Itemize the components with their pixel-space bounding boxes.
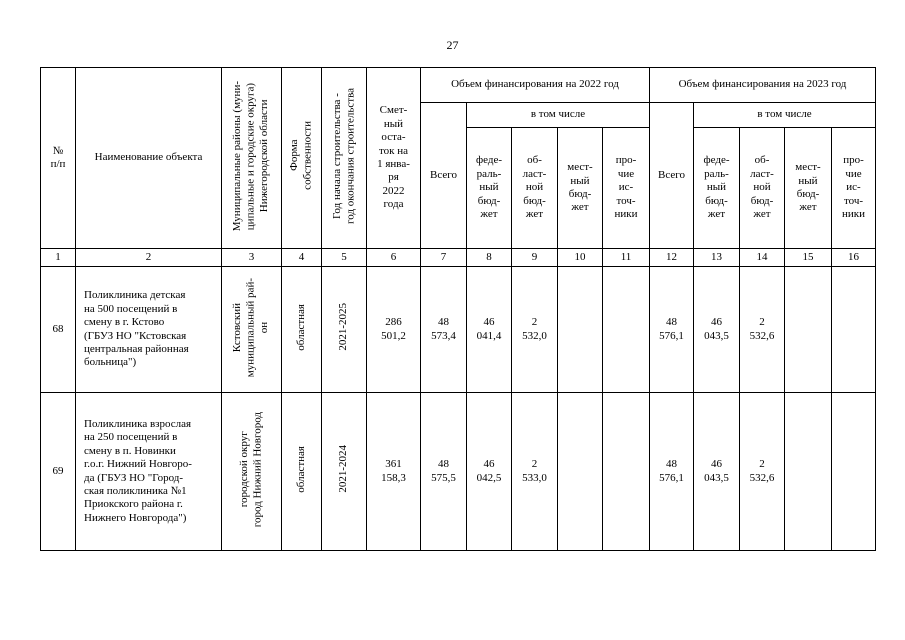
other-2023 [832, 267, 876, 393]
column-number: 4 [282, 249, 322, 267]
local-2022 [558, 393, 603, 551]
total-2023: 48 576,1 [650, 267, 694, 393]
construction-years: 2021-2025 [337, 303, 350, 352]
header-including-2023: в том числе [694, 103, 876, 128]
header-local-2022: мест- ный бюд- жет [558, 128, 603, 249]
local-2022 [558, 267, 603, 393]
header-other-2022: про- чие ис- точ- ники [603, 128, 650, 249]
oblast-2022: 2 532,0 [512, 267, 558, 393]
other-2022 [603, 393, 650, 551]
district-cell [222, 267, 282, 393]
header-financing-2023: Объем финансирования на 2023 год [650, 68, 876, 103]
header-total-2022: Всего [421, 103, 467, 249]
header-district-cell [222, 68, 282, 249]
years-cell [322, 393, 367, 551]
district: городской округ город Нижний Новгород [238, 411, 264, 527]
column-number: 3 [222, 249, 282, 267]
header-row-1 [41, 68, 876, 103]
estimated-remainder: 361 158,3 [367, 393, 421, 551]
total-2023: 48 576,1 [650, 393, 694, 551]
header-remainder: Смет- ный оста- ток на 1 янва- ря 2022 года [367, 68, 421, 249]
header-number: № п/п [41, 68, 76, 249]
column-number: 13 [694, 249, 740, 267]
row-number: 69 [41, 393, 76, 551]
column-number: 12 [650, 249, 694, 267]
federal-2022: 46 042,5 [467, 393, 512, 551]
federal-2023: 46 043,5 [694, 393, 740, 551]
other-2023 [832, 393, 876, 551]
column-number: 11 [603, 249, 650, 267]
ownership: областная [294, 303, 307, 351]
header-oblast-2023: об- ласт- ной бюд- жет [740, 128, 785, 249]
district-cell [222, 393, 282, 551]
header-years-cell [322, 68, 367, 249]
header-oblast-2022: об- ласт- ной бюд- жет [512, 128, 558, 249]
object-name: Поликлиника детская на 500 посещений в смену в г. Кстово (ГБУЗ НО "Кстовская центральная районная больница") [76, 267, 222, 393]
column-number-row [41, 249, 876, 267]
column-number: 7 [421, 249, 467, 267]
column-number: 16 [832, 249, 876, 267]
header-local-2023: мест- ный бюд- жет [785, 128, 832, 249]
row-number: 68 [41, 267, 76, 393]
local-2023 [785, 267, 832, 393]
object-name: Поликлиника взрослая на 250 посещений в смену в п. Новинки г.о.г. Нижний Новгоро- да (ГБУЗ НО "Город- ская поликлиника №1 Приокского района г. Нижнего Новгорода") [76, 393, 222, 551]
column-number: 5 [322, 249, 367, 267]
header-district: Муниципальные районы (муни- ципальные и городские округа) Нижегородской области [231, 80, 271, 231]
column-number: 1 [41, 249, 76, 267]
column-number: 9 [512, 249, 558, 267]
federal-2023: 46 043,5 [694, 267, 740, 393]
header-object-name: Наименование объекта [76, 68, 222, 249]
column-number: 14 [740, 249, 785, 267]
local-2023 [785, 393, 832, 551]
ownership: областная [294, 445, 307, 493]
header-ownership: Форма собственности [288, 121, 314, 191]
total-2022: 48 575,5 [421, 393, 467, 551]
oblast-2022: 2 533,0 [512, 393, 558, 551]
table-row [41, 393, 876, 551]
other-2022 [603, 267, 650, 393]
district: Кстовский муниципальный рай- он [231, 277, 271, 377]
header-federal-2022: феде- раль- ный бюд- жет [467, 128, 512, 249]
construction-years: 2021-2024 [337, 445, 350, 494]
total-2022: 48 573,4 [421, 267, 467, 393]
oblast-2023: 2 532,6 [740, 267, 785, 393]
column-number: 2 [76, 249, 222, 267]
header-ownership-cell [282, 68, 322, 249]
ownership-cell [282, 267, 322, 393]
federal-2022: 46 041,4 [467, 267, 512, 393]
ownership-cell [282, 393, 322, 551]
column-number: 15 [785, 249, 832, 267]
header-years: Год начала строительства - год окончания строительства [330, 87, 356, 224]
header-total-2023: Всего [650, 103, 694, 249]
years-cell [322, 267, 367, 393]
column-number: 8 [467, 249, 512, 267]
oblast-2023: 2 532,6 [740, 393, 785, 551]
estimated-remainder: 286 501,2 [367, 267, 421, 393]
header-other-2023: про- чие ис- точ- ники [832, 128, 876, 249]
column-number: 6 [367, 249, 421, 267]
financing-table [40, 67, 876, 551]
header-including-2022: в том числе [467, 103, 650, 128]
page-number: 27 [446, 38, 459, 52]
column-number: 10 [558, 249, 603, 267]
header-federal-2023: феде- раль- ный бюд- жет [694, 128, 740, 249]
table-row [41, 267, 876, 393]
header-financing-2022: Объем финансирования на 2022 год [421, 68, 650, 103]
